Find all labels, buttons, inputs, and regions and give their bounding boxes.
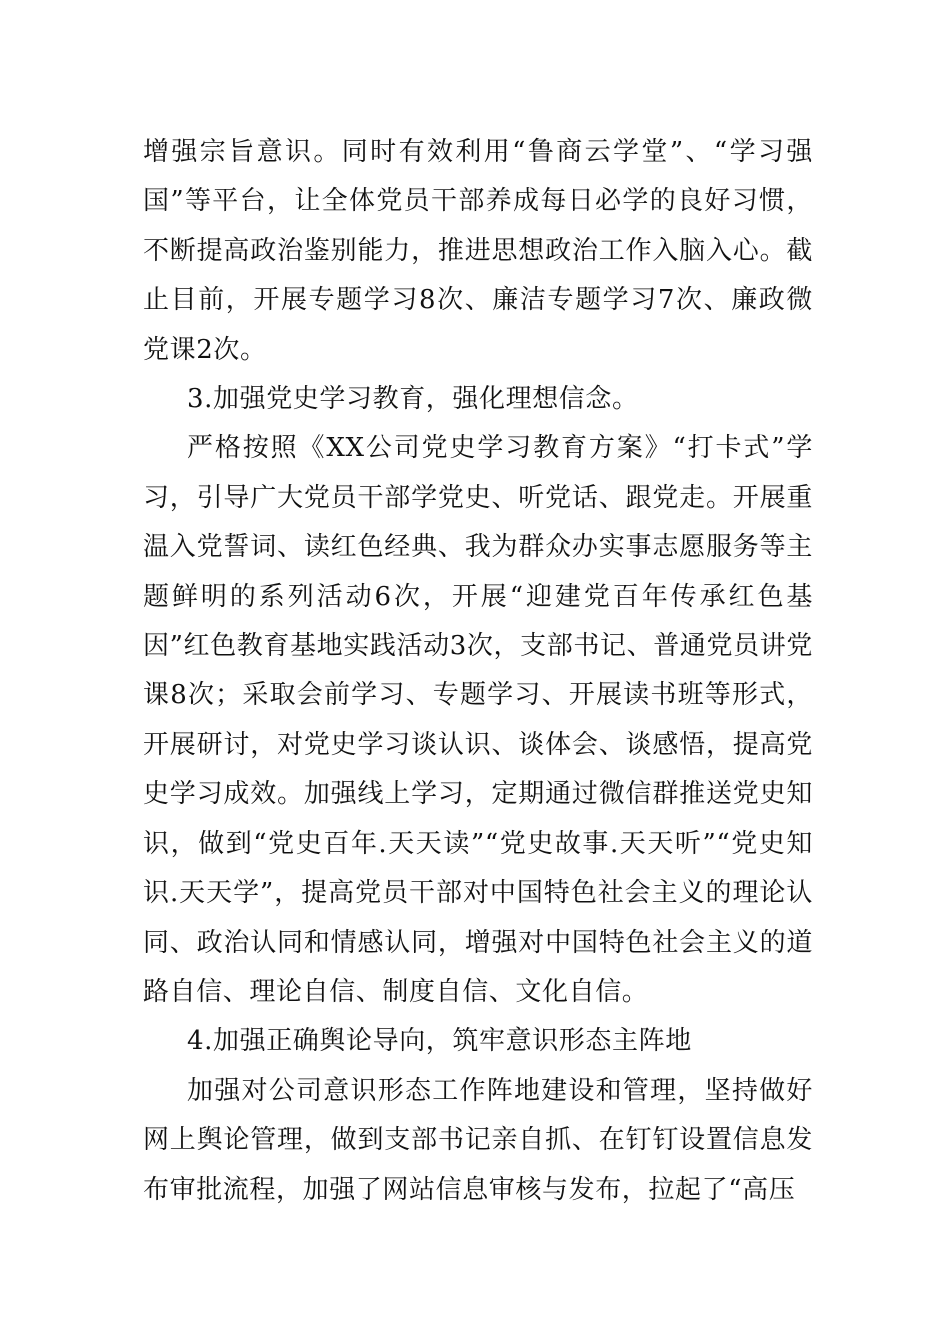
paragraph-continuation: 增强宗旨意识。同时有效利用“鲁商云学堂”、“学习强国”等平台，让全体党员干部养成每日必学的良好习惯，不断提高政治鉴别能力，推进思想政治工作入脑入心。截止目前，开展专题学习8次、廉洁专题学习7次、廉政微党课2次。 [143, 137, 813, 365]
section-heading-4: 4.加强正确舆论导向，筑牢意识形态主阵地 [187, 1026, 692, 1057]
document-body [143, 128, 813, 1215]
paragraph-ideology: 加强对公司意识形态工作阵地建设和管理，坚持做好网上舆论管理，做到支部书记亲自抓、在钉钉设置信息发布审批流程，加强了网站信息审核与发布，拉起了“高压 [143, 1075, 813, 1205]
section-heading-3: 3.加强党史学习教育，强化理想信念。 [187, 384, 639, 415]
paragraph-party-history: 严格按照《XX公司党史学习教育方案》“打卡式”学习，引导广大党员干部学党史、听党话、跟党走。开展重温入党誓词、读红色经典、我为群众办实事志愿服务等主题鲜明的系列活动6次，开展“迎建党百年传承红色基因”红色教育基地实践活动3次，支部书记、普通党员讲党课8次；采取会前学习、专题学习、开展读书班等形式，开展研讨，对党史学习谈认识、谈体会、谈感悟，提高党史学习成效。加强线上学习，定期通过微信群推送党史知识，做到“党史百年.天天读”“党史故事.天天听”“党史知识.天天学”，提高党员干部对中国特色社会主义的理论认同、政治认同和情感认同，增强对中国特色社会主义的道路自信、理论自信、制度自信、文化自信。 [143, 433, 814, 1007]
